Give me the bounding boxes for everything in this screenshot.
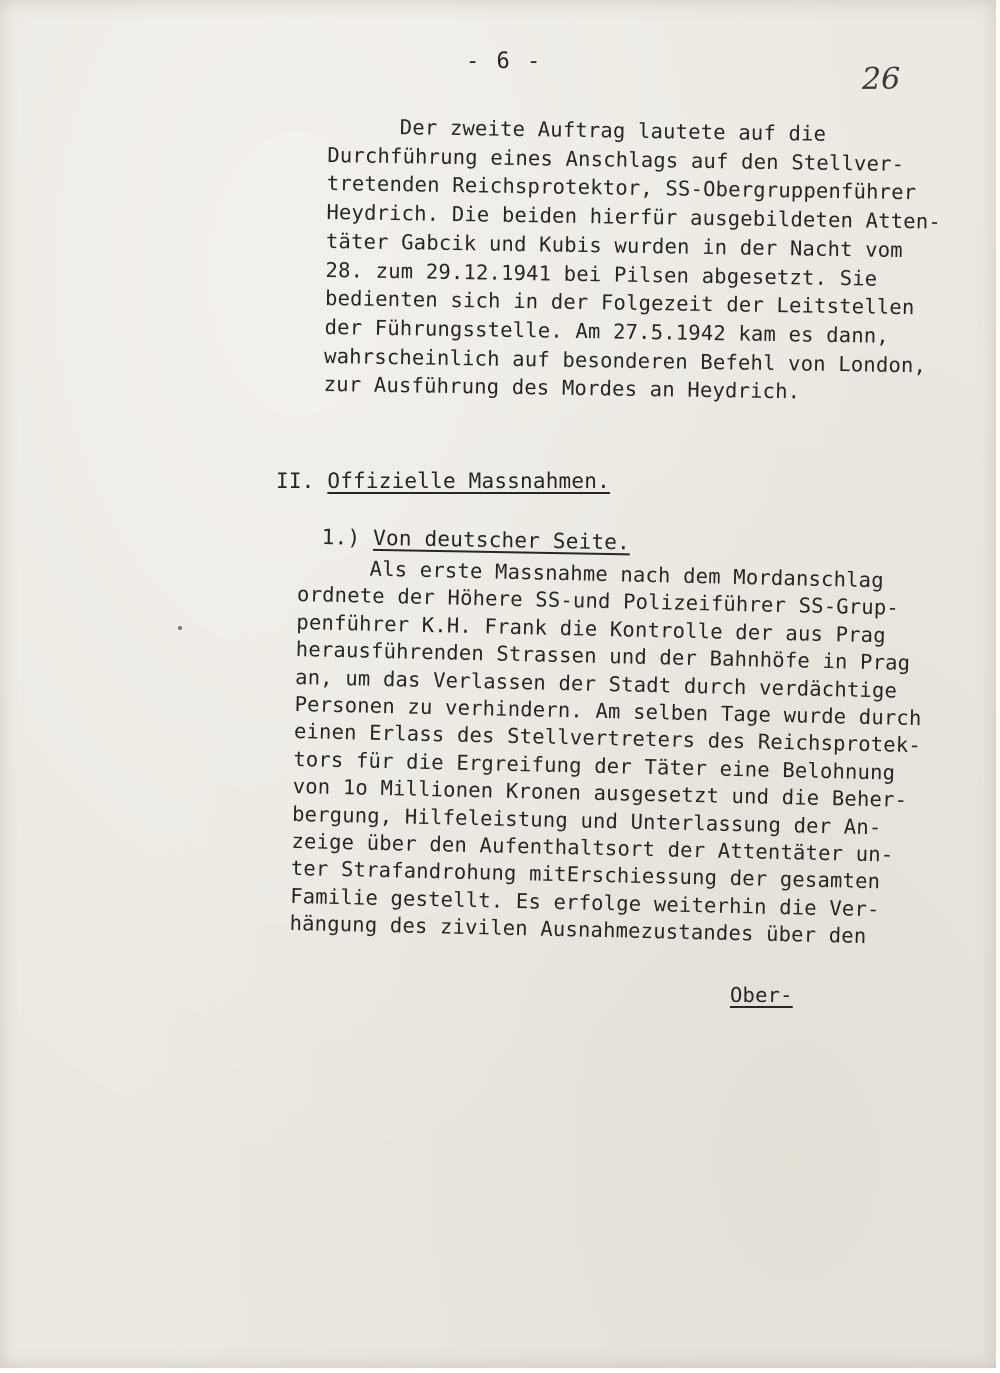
text-line: zur Ausführung des Mordes an Heydrich.	[323, 372, 801, 404]
text-line: von 1o Millionen Kronen ausgesetzt und die Beher-	[292, 774, 908, 813]
subsection-number: 1.)	[321, 524, 361, 550]
text-line: 28. zum 29.12.1941 bei Pilsen abgesetzt. Sie	[325, 257, 878, 291]
text-line: hängung des zivilen Ausnahmezustandes über den	[289, 911, 867, 949]
text-line: zeige über den Aufenthaltsort der Attentäter un-	[291, 828, 894, 867]
section-heading	[276, 468, 610, 495]
paragraph-german-measures	[289, 554, 925, 952]
text-line: täter Gabcik und Kubis wurden in der Nacht vom	[325, 228, 904, 262]
text-line: Durchführung eines Anschlags auf den Stellver-	[327, 142, 905, 176]
text-line: tretenden Reichsprotektor, SS-Obergruppenführer	[326, 171, 917, 205]
paper-blemish	[178, 626, 182, 630]
subsection-heading	[322, 524, 631, 556]
text-line: Der zweite Auftrag lautete auf die	[399, 115, 827, 146]
text-line: ter Strafandrohung mitErschiessung der gesamten	[290, 856, 881, 894]
text-line: Heydrich. Die beiden hierfür ausgebildeten Atten-	[326, 200, 942, 234]
text-line: bedienten sich in der Folgezeit der Leitstellen	[324, 286, 915, 320]
text-line: ordnete der Höhere SS-und Polizeiführer SS-Grup-	[296, 582, 900, 621]
text-line: der Führungsstelle. Am 27.5.1942 kam es dann,	[324, 314, 890, 348]
text-line: an, um das Verlassen der Stadt durch verdächtige	[294, 664, 898, 703]
folio-number: 26	[862, 62, 901, 97]
text-line: Familie gestellt. Es erfolge weiterhin die Ver-	[289, 883, 880, 922]
subsection-title: Von deutscher Seite.	[372, 525, 631, 555]
section-number: II.	[276, 469, 315, 493]
paragraph-first-assignment	[323, 112, 942, 409]
text-line: Als erste Massnahme nach dem Mordanschlag	[369, 556, 885, 593]
text-line: bergung, Hilfeleistung und Unterlassung der An-	[291, 801, 882, 839]
text-line: wahrscheinlich auf besonderen Befehl von London,	[323, 343, 927, 378]
section-title: Offizielle Massnahmen.	[327, 469, 610, 493]
page-number: - 6 -	[466, 49, 543, 74]
text-line: einen Erlass des Stellvertreters des Reichsprotek-	[293, 719, 922, 758]
text-line: penführer K.H. Frank die Kontrolle der aus Prag	[296, 609, 887, 648]
text-line: Personen zu verhindern. Am selben Tage wurde durch	[294, 691, 922, 731]
catchword: Ober-	[730, 983, 793, 1007]
text-line: herausführenden Strassen und der Bahnhöfe in Prag	[295, 637, 911, 676]
text-line: tors für die Ergreifung der Täter eine Belohnung	[293, 746, 896, 785]
